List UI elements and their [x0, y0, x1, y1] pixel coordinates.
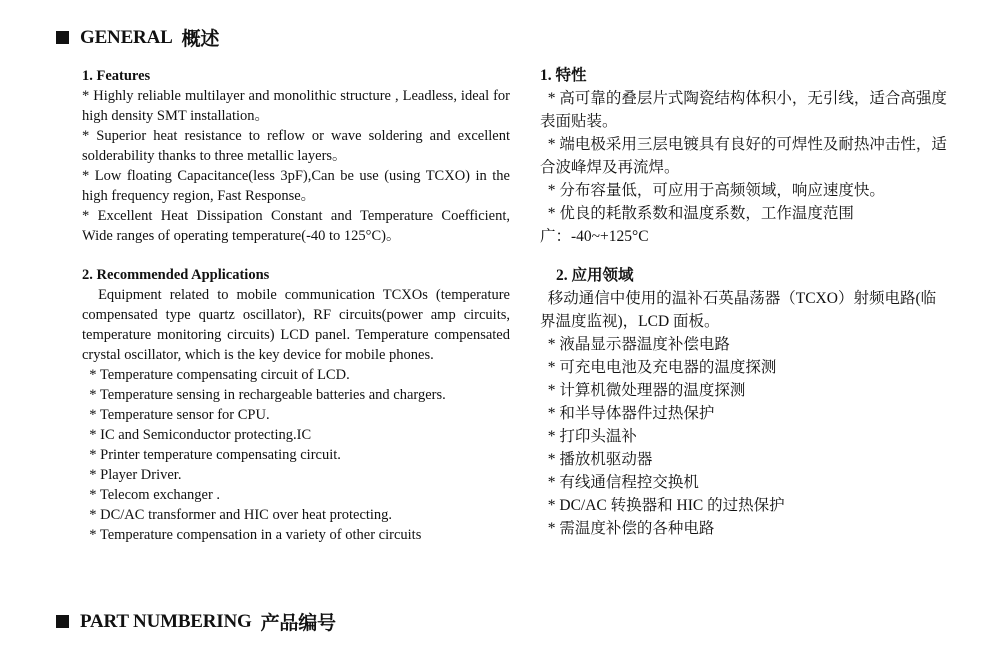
feature-cn-item: * 优良的耗散系数和温度系数，工作温度范围广：-40~+125°C [540, 205, 854, 245]
application-item: * Player Driver. [82, 467, 182, 483]
applications-title: 2. Recommended Applications [82, 267, 270, 283]
application-cn-item: * 打印头温补 [540, 428, 637, 445]
application-item: * Telecom exchanger . [82, 487, 221, 503]
applications-cn-intro: 移动通信中使用的温补石英晶荡器（TCXO）射频电路(临界温度监视)，LCD 面板。 [540, 290, 937, 330]
feature-cn-item: * 端电极采用三层电镀具有良好的可焊性及耐热冲击性，适合波峰焊及再流焊。 [540, 136, 947, 176]
square-bullet-icon [56, 31, 69, 44]
feature-item: * Excellent Heat Dissipation Constant and Temperature Coefficient, Wide ranges of operating temperature(-40 to 125°C)。 [82, 208, 510, 244]
application-item: * Temperature compensating circuit of LCD. [82, 367, 350, 383]
part-numbering-title-en: PART NUMBERING [80, 610, 252, 632]
application-item: * DC/AC transformer and HIC over heat protecting. [82, 507, 393, 523]
chinese-column [540, 64, 950, 540]
application-item: * Temperature compensation in a variety of other circuits [82, 527, 422, 543]
feature-cn-item: * 高可靠的叠层片式陶瓷结构体积小，无引线，适合高强度表面贴装。 [540, 90, 947, 130]
feature-item: * Superior heat resistance to reflow or wave soldering and excellent solderability thanks to three metallic layers。 [82, 128, 510, 164]
features-cn-title: 1. 特性 [540, 67, 587, 84]
application-cn-item: * 需温度补偿的各种电路 [540, 520, 715, 537]
application-cn-item: * 计算机微处理器的温度探测 [540, 382, 746, 399]
applications-cn-title: 2. 应用领域 [556, 267, 634, 284]
feature-item: * Highly reliable multilayer and monolithic structure , Leadless, ideal for high density SMT installation。 [82, 88, 510, 124]
application-cn-item: * 有线通信程控交换机 [540, 474, 699, 491]
english-column [82, 66, 514, 545]
part-numbering-heading [56, 608, 336, 635]
feature-cn-item: * 分布容量低，可应用于高频领域，响应速度快。 [540, 182, 885, 199]
application-item: * Printer temperature compensating circuit. [82, 447, 341, 463]
square-bullet-icon [56, 615, 69, 628]
general-title-cn: 概述 [181, 29, 220, 50]
application-item: * Temperature sensor for CPU. [82, 407, 270, 423]
application-item: * Temperature sensing in rechargeable batteries and chargers. [82, 387, 446, 403]
applications-intro: Equipment related to mobile communication TCXOs (temperature compensated type quartz oscillator), RF circuits(power amp circuits, temperature monitoring circuits) LCD panel. Temperature compensated crystal oscillator, which is the key device for mobile phones. [82, 287, 514, 363]
part-numbering-title-cn: 产品编号 [260, 613, 336, 634]
application-cn-item: * 和半导体器件过热保护 [540, 405, 715, 422]
general-title-en: GENERAL [80, 26, 173, 48]
application-cn-item: * 液晶显示器温度补偿电路 [540, 336, 730, 353]
features-title: 1. Features [82, 68, 151, 84]
application-cn-item: * DC/AC 转换器和 HIC 的过热保护 [540, 497, 785, 514]
application-item: * IC and Semiconductor protecting.IC [82, 427, 312, 443]
application-cn-item: * 播放机驱动器 [540, 451, 653, 468]
general-heading [56, 24, 219, 51]
feature-item: * Low floating Capacitance(less 3pF),Can be use (using TCXO) in the high frequency region, Fast Response。 [82, 168, 510, 204]
application-cn-item: * 可充电电池及充电器的温度探测 [540, 359, 777, 376]
